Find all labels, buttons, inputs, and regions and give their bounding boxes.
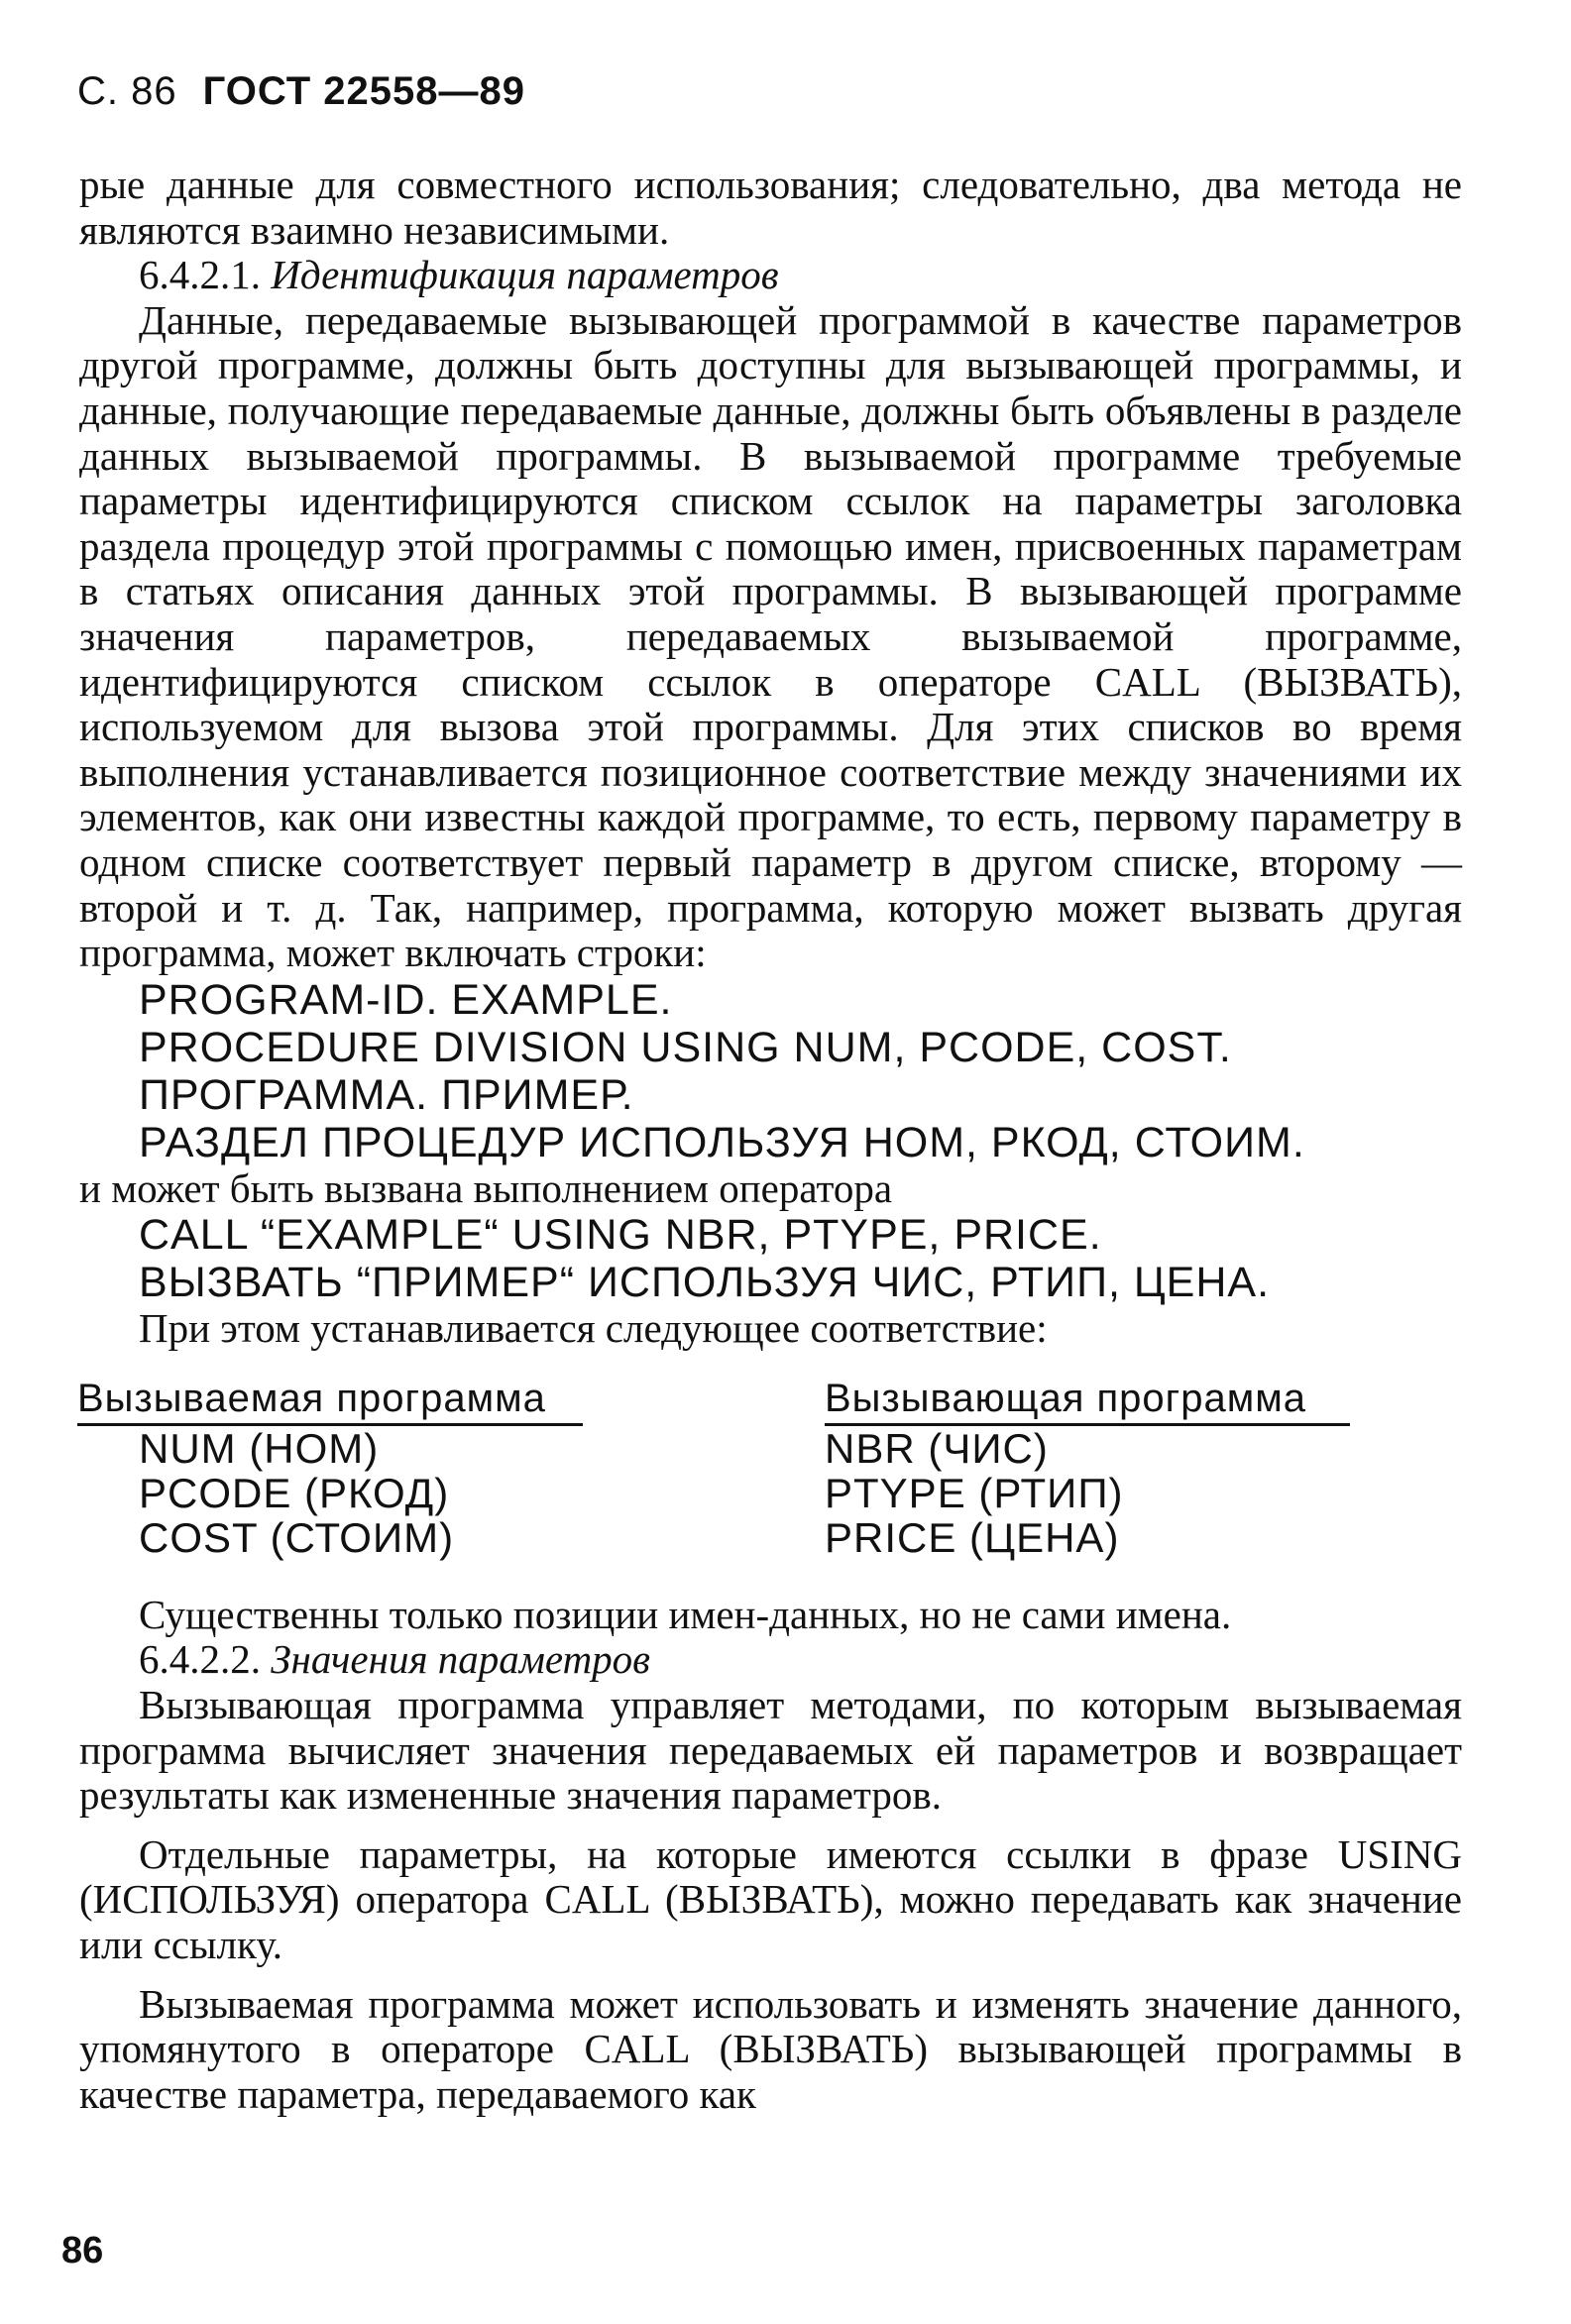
table-row: COST (СТОИМ) xyxy=(139,1513,455,1561)
section-number: 6.4.2.2. xyxy=(139,1636,261,1683)
paragraph-continued: рые данные для совместного использования; следовательно, два метода не являются взаимно независимыми. xyxy=(79,162,1462,253)
body-text xyxy=(79,163,1462,2117)
calling-program-column xyxy=(825,1376,1350,1560)
section-heading-6-4-2-2 xyxy=(79,1637,1462,1683)
code-line: ПРОГРАММА. ПРИМЕР. xyxy=(139,1070,634,1119)
section-title: Идентификация параметров xyxy=(271,252,779,298)
section-title: Значения параметров xyxy=(271,1636,650,1683)
code-line: ВЫЗВАТЬ “ПРИМЕР“ ИСПОЛЬЗУЯ ЧИС, РТИП, ЦЕНА. xyxy=(139,1259,1271,1307)
code-line: PROGRAM-ID. EXAMPLE. xyxy=(139,975,673,1024)
paragraph-correspondence-intro: При этом устанавливается следующее соответствие: xyxy=(139,1305,1048,1352)
column-header: Вызывающая программа xyxy=(825,1376,1350,1426)
paragraph-call-intro: и может быть вызвана выполнением оператора xyxy=(79,1164,893,1211)
paragraph-using-phrase: Отдельные параметры, на которые имеются ссылки в фразе USING (ИСПОЛЬЗУЯ) оператора CALL (ВЫЗВАТЬ), можно передавать как значение или ссылку. xyxy=(79,1830,1462,1968)
column-header: Вызываемая программа xyxy=(77,1376,583,1426)
paragraph-parameter-identification: Данные, передаваемые вызывающей программой в качестве параметров другой программе, должны быть доступны для вызывающей программы, и данные, получающие передаваемые данные, должны быть объявлены в разделе данных вызываемой программы. В вызываемой программе требуемые параметры идентифицируются списком ссылок на параметры заголовка раздела процедур этой программы с помощью имен, присвоенных параметрам в статьях описания данных этой программы. В вызывающей программе значения параметров, передаваемых вызываемой программе, идентифицируются списком ссылок в операторе CALL (ВЫЗВАТЬ), используемом для вызова этой программы. Для этих списков во время выполнения устанавливается позиционное соответствие между значениями их элементов, как они известны каждой программе, то есть, первому параметру в одном списке соответствует первый параметр в другом списке, второму — второй и т. д. Так, например, программа, которую может вызвать другая программа, может включать строки: xyxy=(79,296,1462,976)
code-example-call xyxy=(79,1211,1462,1306)
page-label: С. 86 xyxy=(77,69,177,113)
paragraph-positions-note: Существенны только позиции имен-данных, но не сами имена. xyxy=(139,1591,1232,1637)
standard-title: ГОСТ 22558—89 xyxy=(202,69,526,113)
table-row: NBR (ЧИС) xyxy=(825,1424,1049,1472)
paragraph-called-program-usage: Вызываемая программа может использовать и изменять значение данного, упомянутого в операторе CALL (ВЫЗВАТЬ) вызывающей программы в качестве параметра, передаваемого как xyxy=(79,1980,1462,2117)
table-row: NUM (НОМ) xyxy=(139,1424,380,1472)
called-program-column xyxy=(77,1376,583,1560)
code-line: PROCEDURE DIVISION USING NUM, PCODE, COST. xyxy=(139,1023,1232,1071)
section-heading-6-4-2-1 xyxy=(79,253,1462,298)
table-row: PRICE (ЦЕНА) xyxy=(825,1513,1120,1561)
section-number: 6.4.2.1. xyxy=(139,252,261,298)
paragraph-parameter-values: Вызывающая программа управляет методами, по которым вызываемая программа вычисляет значения передаваемых ей параметров и возвращает результаты как измененные значения параметров. xyxy=(79,1682,1462,1819)
page-number: 86 xyxy=(61,2230,104,2271)
table-row: PTYPE (РТИП) xyxy=(825,1469,1124,1516)
page-header xyxy=(77,69,525,114)
correspondence-table xyxy=(79,1376,1462,1569)
code-line: CALL “EXAMPLE“ USING NBR, PTYPE, PRICE. xyxy=(139,1211,1102,1260)
code-line: РАЗДЕЛ ПРОЦЕДУР ИСПОЛЬЗУЯ НОМ, РКОД, СТОИМ. xyxy=(139,1118,1305,1166)
table-row: PCODE (РКОД) xyxy=(139,1469,450,1516)
code-example-program xyxy=(79,976,1462,1166)
